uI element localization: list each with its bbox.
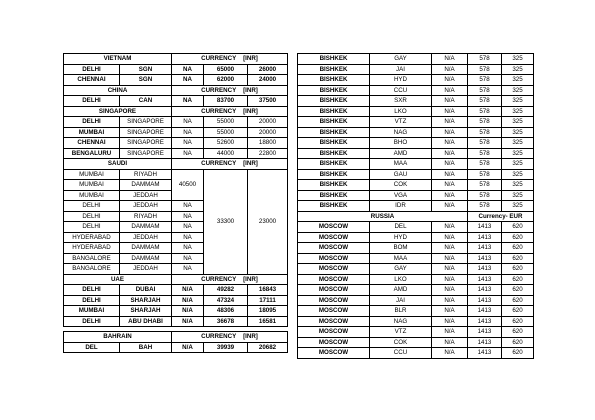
fare-cell: 1413 — [468, 327, 502, 338]
destination-cell: JEDDAH — [120, 264, 172, 275]
origin-cell: DELHI — [64, 295, 120, 306]
destination-cell: LKO — [370, 106, 432, 117]
fare-cell: 1413 — [468, 222, 502, 233]
na-cell: N/A — [172, 285, 204, 296]
na-cell: N/A — [432, 180, 468, 191]
section-header-uae — [64, 274, 288, 285]
table-row — [298, 117, 534, 128]
na-cell: N/A — [432, 127, 468, 138]
destination-cell: COK — [370, 180, 432, 191]
fare-cell: 325 — [502, 148, 534, 159]
destination-cell: JAI — [370, 295, 432, 306]
origin-cell: MOSCOW — [298, 264, 370, 275]
origin-cell: BISHKEK — [298, 106, 370, 117]
na-cell: N/A — [432, 232, 468, 243]
table-row — [298, 75, 534, 86]
na-cell: NA — [172, 253, 204, 264]
table-row — [298, 138, 534, 149]
origin-cell: DELHI — [64, 222, 120, 233]
destination-cell: SINGAPORE — [120, 148, 172, 159]
table-row — [298, 148, 534, 159]
na-cell: N/A — [432, 253, 468, 264]
na-cell: N/A — [432, 243, 468, 254]
fare-cell: 325 — [502, 64, 534, 75]
origin-cell: BISHKEK — [298, 85, 370, 96]
na-cell: N/A — [432, 201, 468, 212]
origin-cell: DELHI — [64, 201, 120, 212]
table-row — [298, 337, 534, 348]
currency-label: CURRENCY [INR] — [172, 54, 288, 65]
section-header-saudi — [64, 159, 288, 170]
merged-fare-cell: 40500 — [172, 169, 204, 201]
fare-cell: 16843 — [248, 285, 288, 296]
fare-cell: 325 — [502, 54, 534, 65]
table-row — [298, 327, 534, 338]
origin-cell: DELHI — [64, 64, 120, 75]
origin-cell: MOSCOW — [298, 274, 370, 285]
table-row — [298, 127, 534, 138]
fare-cell: 578 — [468, 148, 502, 159]
destination-cell: BOM — [370, 243, 432, 254]
destination-cell: JAI — [370, 64, 432, 75]
fare-cell: 620 — [502, 348, 534, 359]
destination-cell: VTZ — [370, 327, 432, 338]
fare-cell: 620 — [502, 222, 534, 233]
table-row — [298, 253, 534, 264]
destination-cell: LKO — [370, 274, 432, 285]
merged-fare-cell: 23000 — [248, 169, 288, 274]
na-cell: N/A — [432, 295, 468, 306]
country-name: VIETNAM — [64, 54, 172, 65]
origin-cell: BENGALURU — [64, 148, 120, 159]
country-name: UAE — [64, 274, 172, 285]
origin-cell: BISHKEK — [298, 148, 370, 159]
section-header-russia — [298, 211, 534, 222]
right-fare-table — [297, 53, 534, 359]
destination-cell: ABU DHABI — [120, 316, 172, 327]
origin-cell: MOSCOW — [298, 316, 370, 327]
origin-cell: DELHI — [64, 96, 120, 107]
na-cell: N/A — [432, 274, 468, 285]
fare-cell: 47324 — [204, 295, 248, 306]
na-cell: N/A — [432, 138, 468, 149]
destination-cell: CCU — [370, 348, 432, 359]
origin-cell: MUMBAI — [64, 169, 120, 180]
fare-cell: 620 — [502, 232, 534, 243]
destination-cell: BHO — [370, 138, 432, 149]
na-cell: N/A — [432, 264, 468, 275]
fare-cell: 1413 — [468, 316, 502, 327]
na-cell: N/A — [432, 85, 468, 96]
fare-cell: 325 — [502, 169, 534, 180]
na-cell: NA — [172, 232, 204, 243]
destination-cell: SINGAPORE — [120, 117, 172, 128]
destination-cell: SGN — [120, 75, 172, 86]
na-cell: NA — [172, 264, 204, 275]
table-row — [64, 75, 288, 86]
section-header-vietnam — [64, 54, 288, 65]
destination-cell: SINGAPORE — [120, 127, 172, 138]
fare-cell: 325 — [502, 117, 534, 128]
fare-cell: 325 — [502, 159, 534, 170]
na-cell: NA — [172, 127, 204, 138]
origin-cell: DEL — [64, 342, 120, 353]
fare-cell: 52600 — [204, 138, 248, 149]
na-cell: NA — [172, 64, 204, 75]
origin-cell: HYDERABAD — [64, 232, 120, 243]
section-header-china — [64, 85, 288, 96]
table-row — [64, 306, 288, 317]
fare-cell: 325 — [502, 138, 534, 149]
destination-cell: SINGAPORE — [120, 138, 172, 149]
fare-cell: 578 — [468, 127, 502, 138]
origin-cell: MOSCOW — [298, 348, 370, 359]
destination-cell: SXR — [370, 96, 432, 107]
origin-cell: BISHKEK — [298, 190, 370, 201]
fare-cell: 44000 — [204, 148, 248, 159]
left-fare-table — [63, 53, 288, 353]
table-row — [298, 85, 534, 96]
destination-cell: DEL — [370, 222, 432, 233]
fare-cell: 1413 — [468, 337, 502, 348]
table-row — [64, 127, 288, 138]
destination-cell: DAMMAM — [120, 253, 172, 264]
fare-cell: 39939 — [204, 342, 248, 353]
fare-cell: 20000 — [248, 117, 288, 128]
table-row — [64, 148, 288, 159]
table-row — [298, 295, 534, 306]
fare-cell: 1413 — [468, 306, 502, 317]
table-row — [298, 201, 534, 212]
fare-cell: 620 — [502, 337, 534, 348]
na-cell: N/A — [432, 306, 468, 317]
fare-cell: 620 — [502, 316, 534, 327]
destination-cell: NAG — [370, 127, 432, 138]
destination-cell: IDR — [370, 201, 432, 212]
country-name: RUSSIA — [298, 211, 468, 222]
fare-cell: 17111 — [248, 295, 288, 306]
destination-cell: JEDDAH — [120, 232, 172, 243]
destination-cell: CAN — [120, 96, 172, 107]
destination-cell: NAG — [370, 316, 432, 327]
fare-cell: 578 — [468, 54, 502, 65]
origin-cell: BISHKEK — [298, 54, 370, 65]
table-row — [298, 180, 534, 191]
na-cell: NA — [172, 148, 204, 159]
origin-cell: BISHKEK — [298, 201, 370, 212]
origin-cell: BISHKEK — [298, 169, 370, 180]
fare-cell: 578 — [468, 201, 502, 212]
table-row — [298, 232, 534, 243]
fare-cell: 620 — [502, 306, 534, 317]
destination-cell: DUBAI — [120, 285, 172, 296]
merged-fare-cell: 33300 — [204, 169, 248, 274]
fare-cell: 620 — [502, 285, 534, 296]
fare-cell: 325 — [502, 96, 534, 107]
fare-cell: 24000 — [248, 75, 288, 86]
na-cell: N/A — [432, 148, 468, 159]
fare-cell: 578 — [468, 117, 502, 128]
destination-cell: DAMMAM — [120, 243, 172, 254]
table-row — [298, 306, 534, 317]
na-cell: N/A — [432, 222, 468, 233]
fare-cell: 325 — [502, 201, 534, 212]
table-row — [298, 96, 534, 107]
table-row — [298, 222, 534, 233]
table-row — [298, 190, 534, 201]
table-row — [298, 106, 534, 117]
table-row — [64, 64, 288, 75]
origin-cell: DELHI — [64, 285, 120, 296]
fare-cell: 55000 — [204, 127, 248, 138]
na-cell: NA — [172, 138, 204, 149]
fare-cell: 620 — [502, 327, 534, 338]
origin-cell: BISHKEK — [298, 138, 370, 149]
origin-cell: MOSCOW — [298, 285, 370, 296]
na-cell: N/A — [172, 316, 204, 327]
table-row — [298, 64, 534, 75]
na-cell: N/A — [432, 327, 468, 338]
fare-cell: 325 — [502, 190, 534, 201]
na-cell: NA — [172, 201, 204, 212]
origin-cell: BISHKEK — [298, 64, 370, 75]
fare-cell: 1413 — [468, 243, 502, 254]
table-row — [64, 342, 288, 353]
fare-cell: 325 — [502, 75, 534, 86]
fare-cell: 1413 — [468, 232, 502, 243]
na-cell: N/A — [432, 285, 468, 296]
destination-cell: VTZ — [370, 117, 432, 128]
origin-cell: HYDERABAD — [64, 243, 120, 254]
currency-label: CURRENCY [INR] — [172, 85, 288, 96]
fare-cell: 55000 — [204, 117, 248, 128]
fare-cell: 83700 — [204, 96, 248, 107]
table-row — [64, 316, 288, 327]
destination-cell: RIYADH — [120, 211, 172, 222]
na-cell: N/A — [432, 106, 468, 117]
table-row — [298, 159, 534, 170]
origin-cell: MOSCOW — [298, 232, 370, 243]
destination-cell: DAMMAM — [120, 180, 172, 191]
fare-cell: 62000 — [204, 75, 248, 86]
origin-cell: BISHKEK — [298, 117, 370, 128]
fare-cell: 620 — [502, 253, 534, 264]
destination-cell: JEDDAH — [120, 190, 172, 201]
destination-cell: HYD — [370, 232, 432, 243]
na-cell: N/A — [432, 64, 468, 75]
origin-cell: CHENNAI — [64, 138, 120, 149]
fare-cell: 578 — [468, 85, 502, 96]
na-cell: N/A — [432, 337, 468, 348]
na-cell: N/A — [172, 342, 204, 353]
origin-cell: MOSCOW — [298, 337, 370, 348]
table-row — [298, 54, 534, 65]
origin-cell: MUMBAI — [64, 127, 120, 138]
section-header-singapore — [64, 106, 288, 117]
na-cell: NA — [172, 117, 204, 128]
country-name: BAHRAIN — [64, 332, 172, 343]
destination-cell: VGA — [370, 190, 432, 201]
fare-cell: 18095 — [248, 306, 288, 317]
fare-cell: 20682 — [248, 342, 288, 353]
fare-cell: 65000 — [204, 64, 248, 75]
currency-label: CURRENCY [INR] — [172, 274, 288, 285]
na-cell: N/A — [432, 75, 468, 86]
destination-cell: CCU — [370, 85, 432, 96]
fare-cell: 325 — [502, 85, 534, 96]
destination-cell: BAH — [120, 342, 172, 353]
na-cell: N/A — [432, 169, 468, 180]
destination-cell: MAA — [370, 159, 432, 170]
fare-cell: 578 — [468, 64, 502, 75]
destination-cell: JEDDAH — [120, 201, 172, 212]
fare-cell: 578 — [468, 75, 502, 86]
na-cell: N/A — [172, 295, 204, 306]
fare-cell: 1413 — [468, 285, 502, 296]
na-cell: NA — [172, 222, 204, 233]
na-cell: NA — [172, 211, 204, 222]
destination-cell: GAU — [370, 169, 432, 180]
currency-label: CURRENCY [INR] — [172, 106, 288, 117]
table-row — [298, 243, 534, 254]
na-cell: N/A — [432, 316, 468, 327]
fare-cell: 1413 — [468, 264, 502, 275]
fare-cell: 1413 — [468, 348, 502, 359]
origin-cell: DELHI — [64, 211, 120, 222]
table-row — [64, 295, 288, 306]
fare-cell: 620 — [502, 264, 534, 275]
fare-cell: 16581 — [248, 316, 288, 327]
fare-cell: 49282 — [204, 285, 248, 296]
origin-cell: DELHI — [64, 117, 120, 128]
origin-cell: BISHKEK — [298, 127, 370, 138]
origin-cell: MUMBAI — [64, 306, 120, 317]
table-row — [298, 348, 534, 359]
na-cell: N/A — [172, 306, 204, 317]
fare-cell: 37500 — [248, 96, 288, 107]
country-name: SINGAPORE — [64, 106, 172, 117]
fare-cell: 1413 — [468, 295, 502, 306]
origin-cell: MUMBAI — [64, 190, 120, 201]
destination-cell: AMD — [370, 148, 432, 159]
origin-cell: MOSCOW — [298, 327, 370, 338]
fare-cell: 48306 — [204, 306, 248, 317]
destination-cell: HYD — [370, 75, 432, 86]
table-row — [64, 117, 288, 128]
fare-cell: 578 — [468, 169, 502, 180]
table-row — [298, 285, 534, 296]
fare-cell: 620 — [502, 274, 534, 285]
origin-cell: BISHKEK — [298, 159, 370, 170]
table-row — [64, 96, 288, 107]
fare-cell: 578 — [468, 96, 502, 107]
destination-cell: RIYADH — [120, 169, 172, 180]
currency-label: CURRENCY [INR] — [172, 332, 288, 343]
origin-cell: MOSCOW — [298, 222, 370, 233]
origin-cell: MOSCOW — [298, 306, 370, 317]
currency-label: CURRENCY [INR] — [172, 159, 288, 170]
na-cell: N/A — [432, 348, 468, 359]
na-cell: N/A — [432, 159, 468, 170]
fare-cell: 22800 — [248, 148, 288, 159]
table-row — [64, 285, 288, 296]
destination-cell: SGN — [120, 64, 172, 75]
fare-cell: 578 — [468, 190, 502, 201]
table-row — [298, 169, 534, 180]
na-cell: N/A — [432, 190, 468, 201]
fare-cell: 20000 — [248, 127, 288, 138]
table-row — [64, 169, 288, 180]
destination-cell: SHARJAH — [120, 306, 172, 317]
fare-cell: 578 — [468, 180, 502, 191]
table-row — [298, 264, 534, 275]
currency-label: Currency- EUR — [468, 211, 534, 222]
destination-cell: AMD — [370, 285, 432, 296]
destination-cell: COK — [370, 337, 432, 348]
country-name: CHINA — [64, 85, 172, 96]
fare-cell: 620 — [502, 295, 534, 306]
fare-cell: 26000 — [248, 64, 288, 75]
fare-cell: 620 — [502, 243, 534, 254]
table-row — [298, 274, 534, 285]
destination-cell: SHARJAH — [120, 295, 172, 306]
origin-cell: BISHKEK — [298, 96, 370, 107]
country-name: SAUDI — [64, 159, 172, 170]
table-row — [298, 316, 534, 327]
na-cell: NA — [172, 75, 204, 86]
destination-cell: GAY — [370, 264, 432, 275]
fare-cell: 1413 — [468, 253, 502, 264]
fare-cell: 578 — [468, 106, 502, 117]
section-header-bahrain — [64, 332, 288, 343]
fare-cell: 36678 — [204, 316, 248, 327]
origin-cell: DELHI — [64, 316, 120, 327]
fare-cell: 325 — [502, 106, 534, 117]
na-cell: NA — [172, 243, 204, 254]
origin-cell: BISHKEK — [298, 75, 370, 86]
na-cell: NA — [172, 96, 204, 107]
origin-cell: MOSCOW — [298, 295, 370, 306]
origin-cell: BISHKEK — [298, 180, 370, 191]
fare-cell: 578 — [468, 138, 502, 149]
na-cell: N/A — [432, 96, 468, 107]
fare-cell: 325 — [502, 127, 534, 138]
destination-cell: GAY — [370, 54, 432, 65]
origin-cell: MUMBAI — [64, 180, 120, 191]
na-cell: N/A — [432, 117, 468, 128]
fare-cell: 1413 — [468, 274, 502, 285]
destination-cell: DAMMAM — [120, 222, 172, 233]
fare-cell: 325 — [502, 180, 534, 191]
origin-cell: BANGALORE — [64, 264, 120, 275]
na-cell: N/A — [432, 54, 468, 65]
origin-cell: MOSCOW — [298, 253, 370, 264]
origin-cell: CHENNAI — [64, 75, 120, 86]
origin-cell: BANGALORE — [64, 253, 120, 264]
table-row — [64, 138, 288, 149]
destination-cell: BLR — [370, 306, 432, 317]
fare-cell: 578 — [468, 159, 502, 170]
fare-cell: 18800 — [248, 138, 288, 149]
origin-cell: MOSCOW — [298, 243, 370, 254]
destination-cell: MAA — [370, 253, 432, 264]
